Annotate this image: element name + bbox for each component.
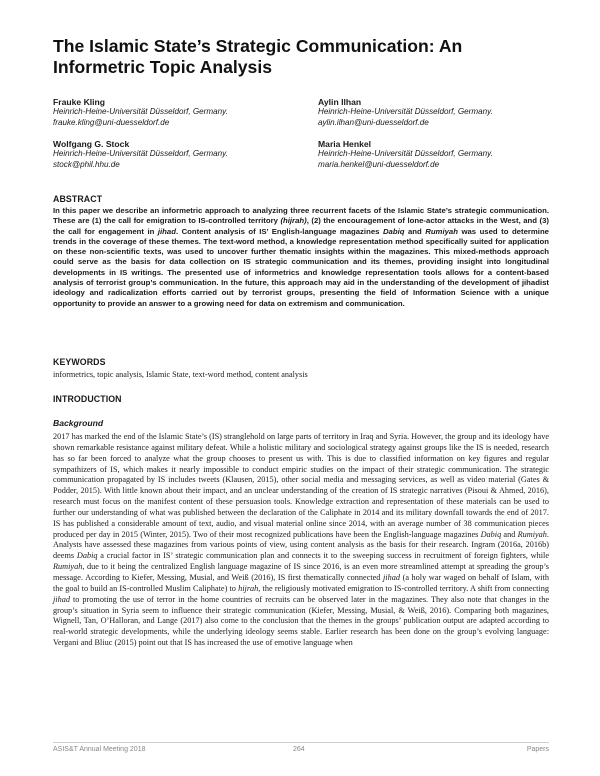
author-affiliation: Heinrich-Heine-Universität Düsseldorf, Germany. <box>318 149 493 159</box>
author-block-kling <box>53 97 228 128</box>
abstract-italic-term: Rumiyah <box>425 226 458 236</box>
author-email: aylin.ilhan@uni-duesseldorf.de <box>318 117 429 127</box>
author-affiliation: Heinrich-Heine-Universität Düsseldorf, Germany. <box>318 107 493 117</box>
body-italic-term: hijrah <box>238 583 259 593</box>
body-text-run: and <box>501 529 518 539</box>
body-italic-term: jihad <box>383 572 400 582</box>
body-text-run: , due to it being the centralized English language magazine of IS since 2016, is an even more streamlined attempt at spreading the group’s message. According to Kiefer, Messing, Musial, and Weiß (2016), IS first thematically connected <box>53 562 549 582</box>
background-subheading: Background <box>53 418 104 428</box>
paper-title: The Islamic State’s Strategic Communication: An Informetric Topic Analysis <box>53 36 463 77</box>
abstract-text <box>53 206 549 309</box>
author-email: maria.henkel@uni-duesseldorf.de <box>318 159 440 169</box>
keywords-heading: KEYWORDS <box>53 357 106 367</box>
body-text-run: to promoting the use of terror in the home countries of recruits can be observed later in the magazines. They also note that changes in the group’s situation in Syria seem to influence their strategic communication (Kiefer, Messing, Musial, & Weiß, 2016). Comparing both magazines, Wignell, Tan, O’Halloran, and Lange (2017) also come to the conclusion that the themes in the groups’ publication output are adapted according to real-world strategic developments, while the underlying ideology seems stable. Earlier research has been done on the group’s evolving language: Vergani and Bliuc (2015) point out that IS has increased the use of emotive language when <box>53 594 549 648</box>
abstract-text-run: and <box>404 226 426 236</box>
body-italic-term: Rumiyah <box>53 562 83 572</box>
author-name: Wolfgang G. Stock <box>53 139 130 149</box>
body-italic-term: jihad <box>53 594 70 604</box>
body-text-run: (a holy war waged on behalf of Islam, with the goal to build an IS-controlled Muslim Caliphate) to <box>53 572 549 593</box>
body-text-run: 2017 has marked the end of the Islamic State’s (IS) stranglehold on large parts of territory in Iraq and Syria. However, the group and its ideology have shown remarkable resistance against military defeat. While a holistic military and sociological strategy against groups like the IS is needed, research has so far been forced to analyze what the group chooses to present us with. This is due to classified information on key figures and regular sympathizers of IS, which makes it nearly impossible to conduct empiric studies on the impact of their strategic communication. The strategic communication propagated by IS includes tweets (Klausen, 2015), other social media and messaging services, as well as video material (Gates & Podder, 2015). With little known about their impact, and an unclear understanding of the creation of IS strategic narratives (Pisoui & Ahmed, 2016), research must focus on the manifest content of these persuasion tools. Knowledge extraction and representation of these materials can be used to further our understanding of what was published between the declaration of the Caliphate in 2014 and its military downfall towards the end of 2017. IS has published a considerable amount of text, audio, and visual material online since 2014, with an average number of 38 communication pieces produced per day in 2015 (Winter, 2015). Two of their most recognized publications have been the English-language magazines <box>53 432 549 539</box>
footer-conference: ASIS&T Annual Meeting 2018 <box>53 746 146 753</box>
author-name: Aylin Ilhan <box>318 97 362 107</box>
author-email: stock@phil.hhu.de <box>53 159 120 169</box>
introduction-heading: INTRODUCTION <box>53 394 122 404</box>
footer-section: Papers <box>526 746 549 753</box>
body-text-run: , the religiously motivated emigration to IS-controlled territory. A shift from connecting <box>258 583 549 593</box>
author-block-stock <box>53 139 228 170</box>
author-affiliation: Heinrich-Heine-Universität Düsseldorf, Germany. <box>53 107 228 117</box>
abstract-text-run: , (2) the encouragement of lone-actor attacks in the West, and (3) the call for engagement in <box>53 216 549 236</box>
footer-divider <box>53 742 549 743</box>
abstract-text-run: was used to determine trends in the coverage of these themes. The text-word method, a knowledge representation method specifically suited for application on these non-scientific texts, was used to uncover further thematic insights within the magazines. This mixed-methods approach could serve as the basis for data collection on IS strategic communication and its themes, providing insight into longitudinal developments in IS writings. The presented use of informetrics and knowledge representation tools allows for a content-based analysis of terrorist group’s communication. In the future, this approach may aid in the understanding of the development of jihadist ideology and radicalization efforts carried out by terrorist groups, presenting the field of Information Science with a unique opportunity to provide an answer to a growing need for data on extremism and communication. <box>53 226 549 308</box>
body-italic-term: Dabiq <box>480 529 502 539</box>
abstract-italic-term: jihad <box>157 226 176 236</box>
author-block-ilhan <box>318 97 493 128</box>
abstract-text-run: In this paper we describe an informetric approach to analyzing three recurrent facets of the Islamic State’s strategic communication. These are (1) the call for emigration to IS-controlled territory <box>53 206 549 226</box>
body-italic-term: Rumiyah <box>517 529 547 539</box>
body-text-run: a crucial factor in IS’ strategic communication plan and connects it to the sweeping success in recruitment of foreign fighters, while <box>97 551 549 561</box>
keywords-text: informetrics, topic analysis, Islamic State, text-word method, content analysis <box>53 370 308 379</box>
author-name: Maria Henkel <box>318 139 372 149</box>
body-italic-term: Dabiq <box>76 551 98 561</box>
author-affiliation: Heinrich-Heine-Universität Düsseldorf, Germany. <box>53 149 228 159</box>
author-name: Frauke Kling <box>53 97 106 107</box>
abstract-heading: ABSTRACT <box>53 194 103 204</box>
introduction-body <box>53 432 549 649</box>
abstract-text-run: . Content analysis of IS’ English-language magazines <box>175 226 383 236</box>
footer-page-number: 264 <box>293 746 305 753</box>
abstract-italic-term: Dabiq <box>382 226 405 236</box>
abstract-italic-term: (hijrah) <box>280 216 307 226</box>
author-block-henkel <box>318 139 493 170</box>
body-text-run: . Analysts have assessed these magazines from various points of view, using content analysis as the basis for their research. Ingram (2016a, 2016b) deems <box>53 529 549 561</box>
author-email: frauke.kling@uni-duesseldorf.de <box>53 117 170 127</box>
